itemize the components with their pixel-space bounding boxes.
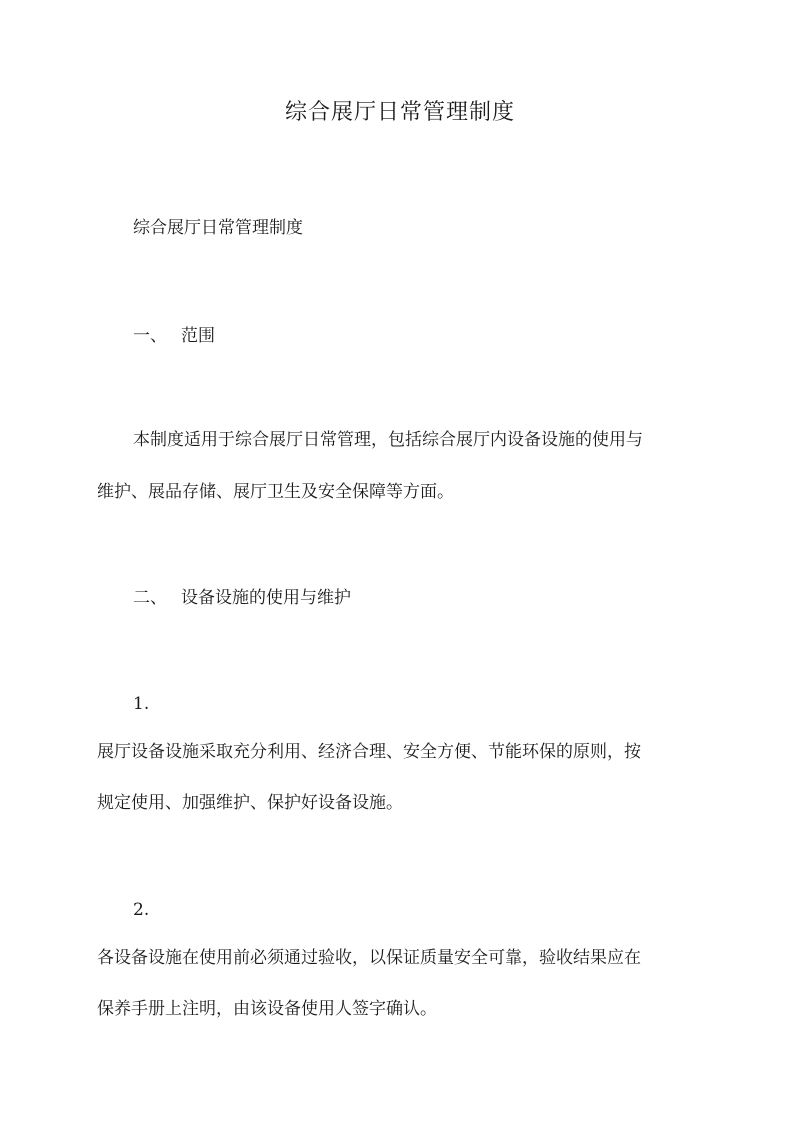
section-title: 范围 [181, 326, 215, 346]
item-number-1: 1. [133, 694, 150, 714]
section-heading-equipment [133, 584, 351, 612]
document-title: 综合展厅日常管理制度 [284, 100, 515, 125]
section-number: 二、 [133, 588, 167, 608]
item-2-line-2: 保养手册上注明，由该设备使用人签字确认。 [97, 999, 437, 1019]
item-number-2: 2. [133, 900, 150, 920]
section-number: 一、 [133, 326, 167, 346]
scope-paragraph-line-2: 维护、展品存储、展厅卫生及安全保障等方面。 [97, 482, 454, 502]
section-heading-scope [133, 322, 215, 350]
item-2-line-1: 各设备设施在使用前必须通过验收，以保证质量安全可靠，验收结果应在 [97, 948, 641, 968]
item-1-line-2: 规定使用、加强维护、保护好设备设施。 [97, 793, 403, 813]
document-subtitle: 综合展厅日常管理制度 [133, 218, 303, 238]
scope-paragraph-line-1: 本制度适用于综合展厅日常管理，包括综合展厅内设备设施的使用与 [133, 430, 643, 450]
item-1-line-1: 展厅设备设施采取充分利用、经济合理、安全方便、节能环保的原则，按 [97, 742, 641, 762]
section-title: 设备设施的使用与维护 [181, 588, 351, 608]
